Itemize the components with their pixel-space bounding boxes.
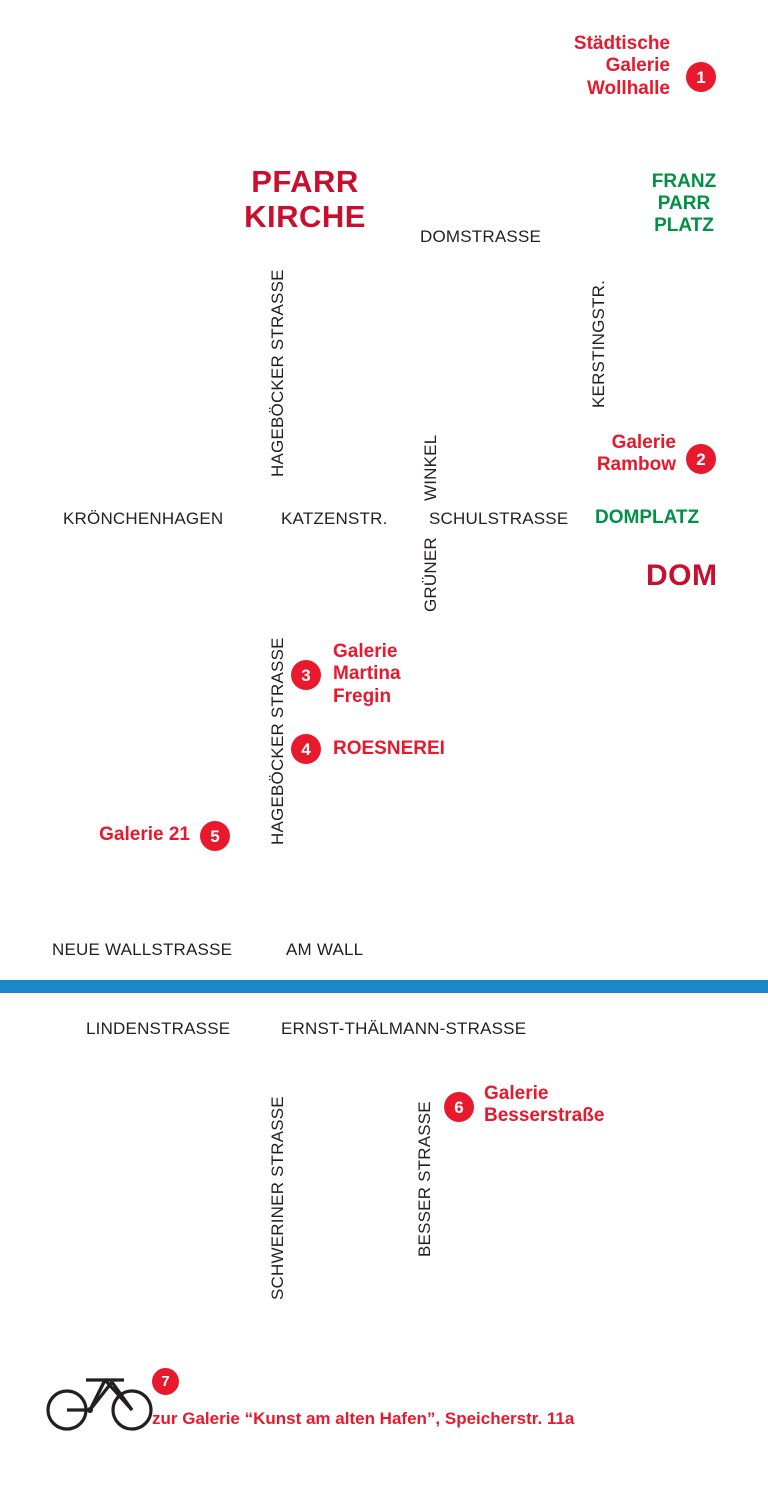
street-besser-strasse: BESSER STRASSE xyxy=(415,1101,434,1257)
street-ernst-thaelmann-strasse: ERNST-THÄLMANN-STRASSE xyxy=(281,1019,527,1038)
poi-label-2 xyxy=(556,432,676,477)
poi-label-1 xyxy=(540,33,670,100)
poi-1-line-1: Städtische xyxy=(573,33,670,54)
pfarrkirche-line-2: KIRCHE xyxy=(244,198,366,234)
green-label-franz-parr-platz xyxy=(637,171,731,237)
street-hageboecker-strasse-south: HAGEBÖCKER STRASSE xyxy=(268,637,287,845)
poi-label-4: ROESNEREI xyxy=(333,738,445,759)
street-winkel: WINKEL xyxy=(421,434,440,501)
franz-parr-platz-line-2: PARR xyxy=(657,192,711,214)
poi-label-5: Galerie 21 xyxy=(99,824,190,845)
poi-3-line-1: Galerie xyxy=(333,641,398,662)
franz-parr-platz-line-1: FRANZ xyxy=(651,171,717,192)
blue-divider-band xyxy=(0,980,768,993)
street-kroenchenhagen: KRÖNCHENHAGEN xyxy=(63,509,224,528)
poi-marker-7[interactable]: 7 xyxy=(152,1368,179,1395)
poi-1-line-3: Wollhalle xyxy=(586,77,670,99)
street-schulstrasse: SCHULSTRASSE xyxy=(429,509,569,528)
poi-marker-1[interactable]: 1 xyxy=(686,62,716,92)
landmark-dom: DOM xyxy=(646,559,718,592)
pfarrkirche-line-1: PFARR xyxy=(251,164,359,199)
poi-label-6 xyxy=(484,1083,604,1128)
street-katzenstr: KATZENSTR. xyxy=(281,509,388,528)
green-label-domplatz: DOMPLATZ xyxy=(595,507,700,528)
street-gruener: GRÜNER xyxy=(421,537,440,612)
street-kerstingstr: KERSTINGSTR. xyxy=(589,279,608,408)
poi-6-line-1: Galerie xyxy=(484,1083,549,1104)
poi-2-line-1: Galerie xyxy=(611,432,676,453)
street-lindenstrasse: LINDENSTRASSE xyxy=(86,1019,231,1038)
poi-label-3 xyxy=(333,641,401,708)
poi-marker-6[interactable]: 6 xyxy=(444,1092,474,1122)
street-domstrasse: DOMSTRASSE xyxy=(420,227,542,246)
poi-marker-2[interactable]: 2 xyxy=(686,444,716,474)
poi-1-line-2: Galerie xyxy=(605,55,670,77)
poi-marker-5[interactable]: 5 xyxy=(200,821,230,851)
landmark-pfarrkirche xyxy=(240,165,370,234)
poi-marker-3[interactable]: 3 xyxy=(291,660,321,690)
street-neue-wallstrasse: NEUE WALLSTRASSE xyxy=(52,940,233,959)
poi-marker-4[interactable]: 4 xyxy=(291,734,321,764)
street-am-wall: AM WALL xyxy=(286,940,364,959)
poi-label-7: zur Galerie “Kunst am alten Hafen”, Speicherstr. 11a xyxy=(152,1409,575,1428)
franz-parr-platz-line-3: PLATZ xyxy=(654,214,714,236)
street-hageboecker-strasse-north: HAGEBÖCKER STRASSE xyxy=(268,269,287,477)
bicycle-icon xyxy=(46,1366,156,1437)
poi-2-line-2: Rambow xyxy=(596,454,676,476)
poi-3-line-2: Martina xyxy=(333,663,401,685)
poi-3-line-3: Fregin xyxy=(333,685,392,707)
street-schweriner-strasse: SCHWERINER STRASSE xyxy=(268,1096,287,1300)
poi-6-line-2: Besserstraße xyxy=(484,1105,605,1127)
